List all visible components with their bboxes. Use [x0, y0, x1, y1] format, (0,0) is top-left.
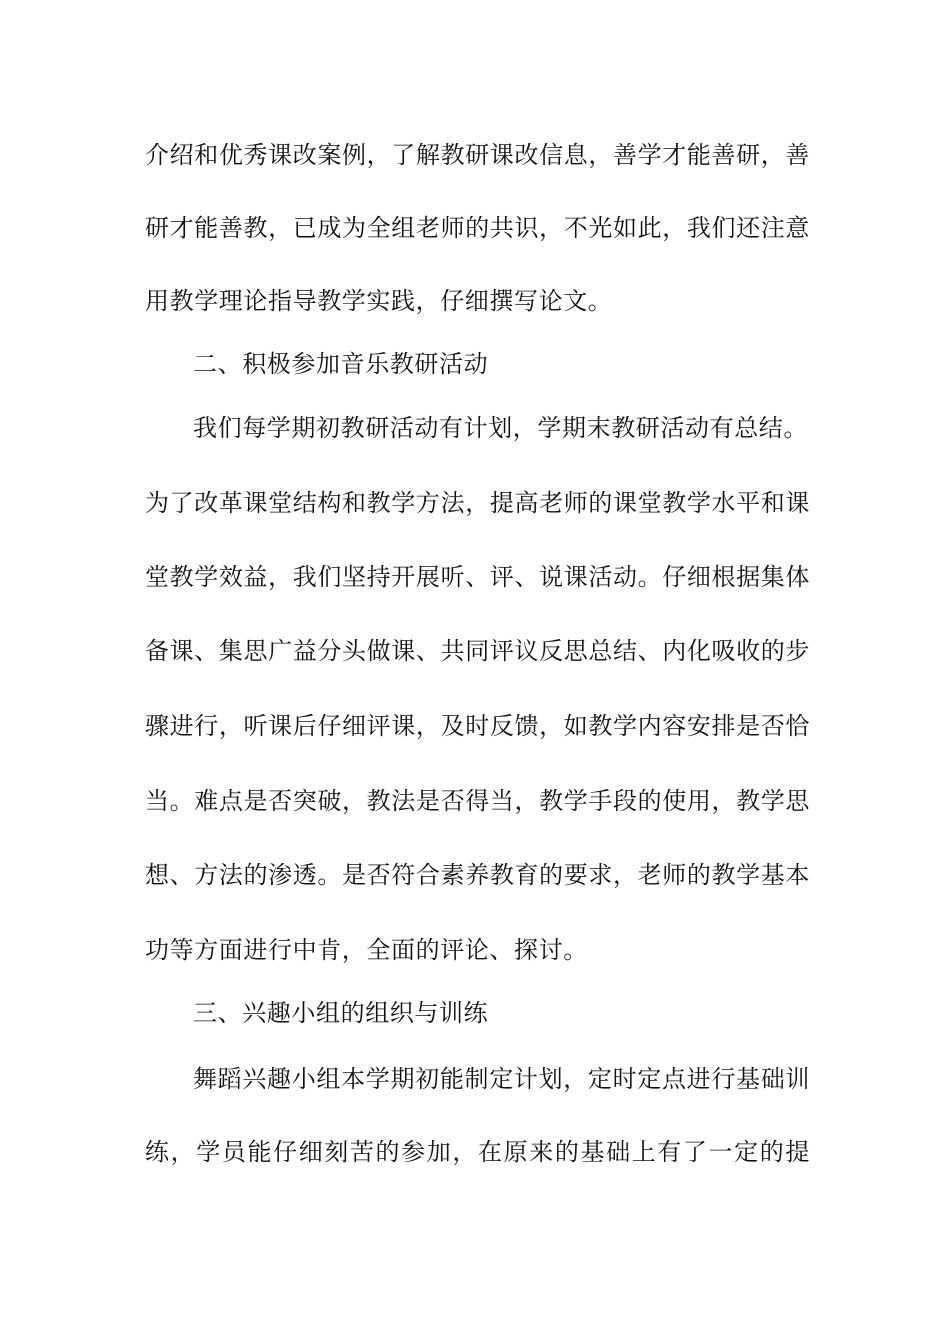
body-text-line: 介绍和优秀课改案例，了解教研课改信息，善学才能善研，善 — [145, 141, 810, 169]
section-heading: 二、积极参加音乐教研活动 — [193, 350, 489, 378]
body-text-line: 想、方法的渗透。是否符合素养教育的要求，老师的教学基本 — [145, 861, 810, 889]
body-text-line: 为了改革课堂结构和教学方法，提高老师的课堂教学水平和课 — [145, 489, 810, 517]
body-text-line: 功等方面进行中肯，全面的评论、探讨。 — [145, 936, 588, 964]
body-text-line: 堂教学效益，我们坚持开展听、评、说课活动。仔细根据集体 — [145, 563, 810, 591]
body-text-line: 当。难点是否突破，教法是否得当，教学手段的使用，教学思 — [145, 787, 810, 815]
body-text-line: 舞蹈兴趣小组本学期初能制定计划，定时定点进行基础训 — [193, 1065, 810, 1093]
body-text-line: 研才能善教，已成为全组老师的共识，不光如此，我们还注意 — [145, 214, 810, 242]
body-text-line: 用教学理论指导教学实践，仔细撰写论文。 — [145, 287, 613, 315]
section-heading: 三、兴趣小组的组织与训练 — [193, 999, 489, 1027]
body-text-line: 备课、集思广益分头做课、共同评议反思总结、内化吸收的步 — [145, 637, 810, 665]
body-text-line: 练，学员能仔细刻苦的参加，在原来的基础上有了一定的提 — [145, 1138, 810, 1166]
body-text-line: 我们每学期初教研活动有计划，学期末教研活动有总结。 — [193, 414, 808, 442]
body-text-line: 骤进行，听课后仔细评课，及时反馈，如教学内容安排是否恰 — [145, 712, 810, 740]
